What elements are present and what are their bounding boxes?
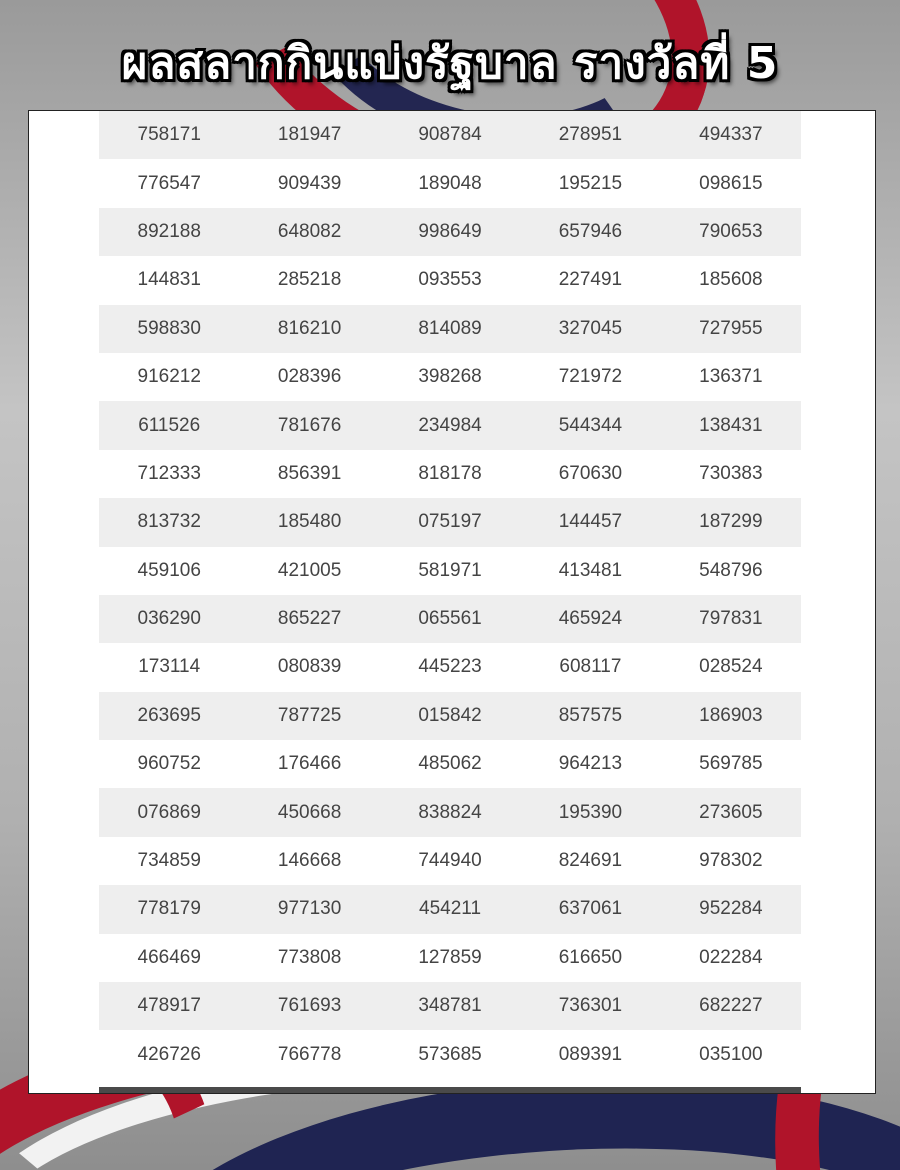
ticket-number: 426726	[137, 1043, 201, 1065]
ticket-number: 185608	[699, 269, 763, 291]
ticket-number: 712333	[137, 462, 201, 484]
ticket-number: 080839	[277, 656, 342, 678]
table-row	[99, 595, 801, 643]
ticket-number: 790653	[699, 220, 763, 242]
ticket-number: 838824	[418, 801, 482, 823]
ticket-number: 398268	[418, 366, 482, 388]
ticket-number: 234984	[418, 414, 482, 436]
ticket-number: 187299	[699, 511, 763, 533]
ticket-number: 189048	[418, 172, 482, 194]
ticket-number: 736301	[558, 995, 623, 1017]
table-row	[99, 982, 801, 1030]
ticket-number: 098615	[699, 172, 763, 194]
ticket-number: 773808	[277, 946, 342, 968]
ticket-number: 818178	[418, 462, 482, 484]
table-row	[99, 934, 801, 982]
ticket-number: 865227	[277, 608, 342, 630]
ticket-number: 459106	[137, 559, 201, 581]
results-panel	[28, 110, 876, 1094]
table-row	[99, 401, 801, 449]
ticket-number: 608117	[559, 656, 622, 678]
ticket-number: 909439	[277, 172, 342, 194]
ticket-number: 648082	[277, 220, 342, 242]
ticket-number: 022284	[699, 946, 763, 968]
ticket-number: 682227	[699, 995, 763, 1017]
ticket-number: 173114	[138, 656, 201, 678]
ticket-number: 285218	[277, 269, 342, 291]
ticket-number: 816210	[277, 317, 342, 339]
ticket-number: 814089	[418, 317, 482, 339]
ticket-number: 908784	[418, 124, 482, 146]
ticket-number: 036290	[137, 608, 201, 630]
ticket-number: 776547	[137, 172, 201, 194]
ticket-number: 813732	[137, 511, 201, 533]
table-row	[99, 837, 801, 885]
ticket-number: 450668	[277, 801, 342, 823]
ticket-number: 998649	[418, 220, 482, 242]
ticket-number: 952284	[699, 898, 763, 920]
ticket-number: 766778	[277, 1043, 342, 1065]
ticket-number: 761693	[277, 995, 342, 1017]
ticket-number: 778179	[137, 898, 201, 920]
ticket-number: 136371	[699, 366, 763, 388]
ticket-number: 028524	[699, 656, 763, 678]
table-row	[99, 740, 801, 788]
table-row	[99, 692, 801, 740]
table-row	[99, 208, 801, 256]
ticket-number: 015842	[418, 704, 482, 726]
table-row	[99, 498, 801, 546]
table-bottom-border	[99, 1087, 801, 1093]
ticket-number: 146668	[277, 850, 342, 872]
ticket-number: 421005	[277, 559, 342, 581]
ticket-number: 781676	[277, 414, 342, 436]
ticket-number: 413481	[558, 559, 623, 581]
ticket-number: 744940	[418, 850, 482, 872]
table-row	[99, 353, 801, 401]
ticket-number: 127859	[418, 946, 482, 968]
ticket-number: 076869	[137, 801, 201, 823]
ticket-number: 093553	[418, 269, 482, 291]
ticket-number: 824691	[558, 850, 623, 872]
ticket-number: 445223	[418, 656, 482, 678]
ticket-number: 075197	[418, 511, 482, 533]
ticket-number: 065561	[418, 608, 482, 630]
ticket-number: 544344	[558, 414, 623, 436]
page-title: ผลสลากกินแบ่งรัฐบาล รางวัลที่ 5	[121, 38, 779, 89]
ticket-number: 611526	[138, 414, 201, 436]
ticket-number: 348781	[418, 995, 482, 1017]
ticket-number: 730383	[699, 462, 763, 484]
ticket-number: 797831	[699, 608, 763, 630]
ticket-number: 721972	[558, 366, 623, 388]
ticket-number: 758171	[137, 124, 201, 146]
results-table	[99, 111, 801, 1079]
table-row	[99, 643, 801, 691]
ticket-number: 857575	[558, 704, 623, 726]
ticket-number: 637061	[558, 898, 623, 920]
ticket-number: 465924	[558, 608, 623, 630]
ticket-number: 195390	[558, 801, 623, 823]
ticket-number: 089391	[558, 1043, 623, 1065]
ticket-number: 977130	[277, 898, 342, 920]
ticket-number: 327045	[558, 317, 623, 339]
ticket-number: 278951	[558, 124, 623, 146]
ticket-number: 616650	[558, 946, 623, 968]
ticket-number: 478917	[137, 995, 201, 1017]
table-row	[99, 547, 801, 595]
ticket-number: 598830	[137, 317, 201, 339]
ticket-number: 195215	[558, 172, 623, 194]
ticket-number: 569785	[699, 753, 763, 775]
ticket-number: 581971	[418, 559, 482, 581]
ticket-number: 185480	[277, 511, 342, 533]
ticket-number: 227491	[558, 269, 623, 291]
ticket-number: 035100	[699, 1043, 763, 1065]
ticket-number: 494337	[699, 124, 763, 146]
ticket-number: 186903	[699, 704, 763, 726]
ticket-number: 144457	[558, 511, 623, 533]
ticket-number: 916212	[137, 366, 201, 388]
table-row	[99, 159, 801, 207]
ticket-number: 787725	[277, 704, 342, 726]
ticket-number: 138431	[699, 414, 763, 436]
ticket-number: 657946	[558, 220, 623, 242]
ticket-number: 856391	[277, 462, 342, 484]
ticket-number: 181947	[277, 124, 342, 146]
ticket-number: 978302	[699, 850, 763, 872]
ticket-number: 734859	[137, 850, 201, 872]
ticket-number: 466469	[137, 946, 201, 968]
table-row	[99, 885, 801, 933]
table-row	[99, 256, 801, 304]
ticket-number: 892188	[137, 220, 201, 242]
table-row	[99, 1030, 801, 1078]
table-row	[99, 788, 801, 836]
ticket-number: 548796	[699, 559, 763, 581]
ticket-number: 964213	[558, 753, 623, 775]
ticket-number: 485062	[418, 753, 482, 775]
table-row	[99, 450, 801, 498]
ticket-number: 176466	[277, 753, 342, 775]
table-row	[99, 111, 801, 159]
ticket-number: 727955	[699, 317, 763, 339]
ticket-number: 263695	[137, 704, 201, 726]
ticket-number: 454211	[419, 898, 482, 920]
ticket-number: 670630	[558, 462, 623, 484]
ticket-number: 028396	[277, 366, 342, 388]
ticket-number: 144831	[137, 269, 201, 291]
table-row	[99, 305, 801, 353]
ticket-number: 273605	[699, 801, 763, 823]
ticket-number: 960752	[137, 753, 201, 775]
ticket-number: 573685	[418, 1043, 482, 1065]
